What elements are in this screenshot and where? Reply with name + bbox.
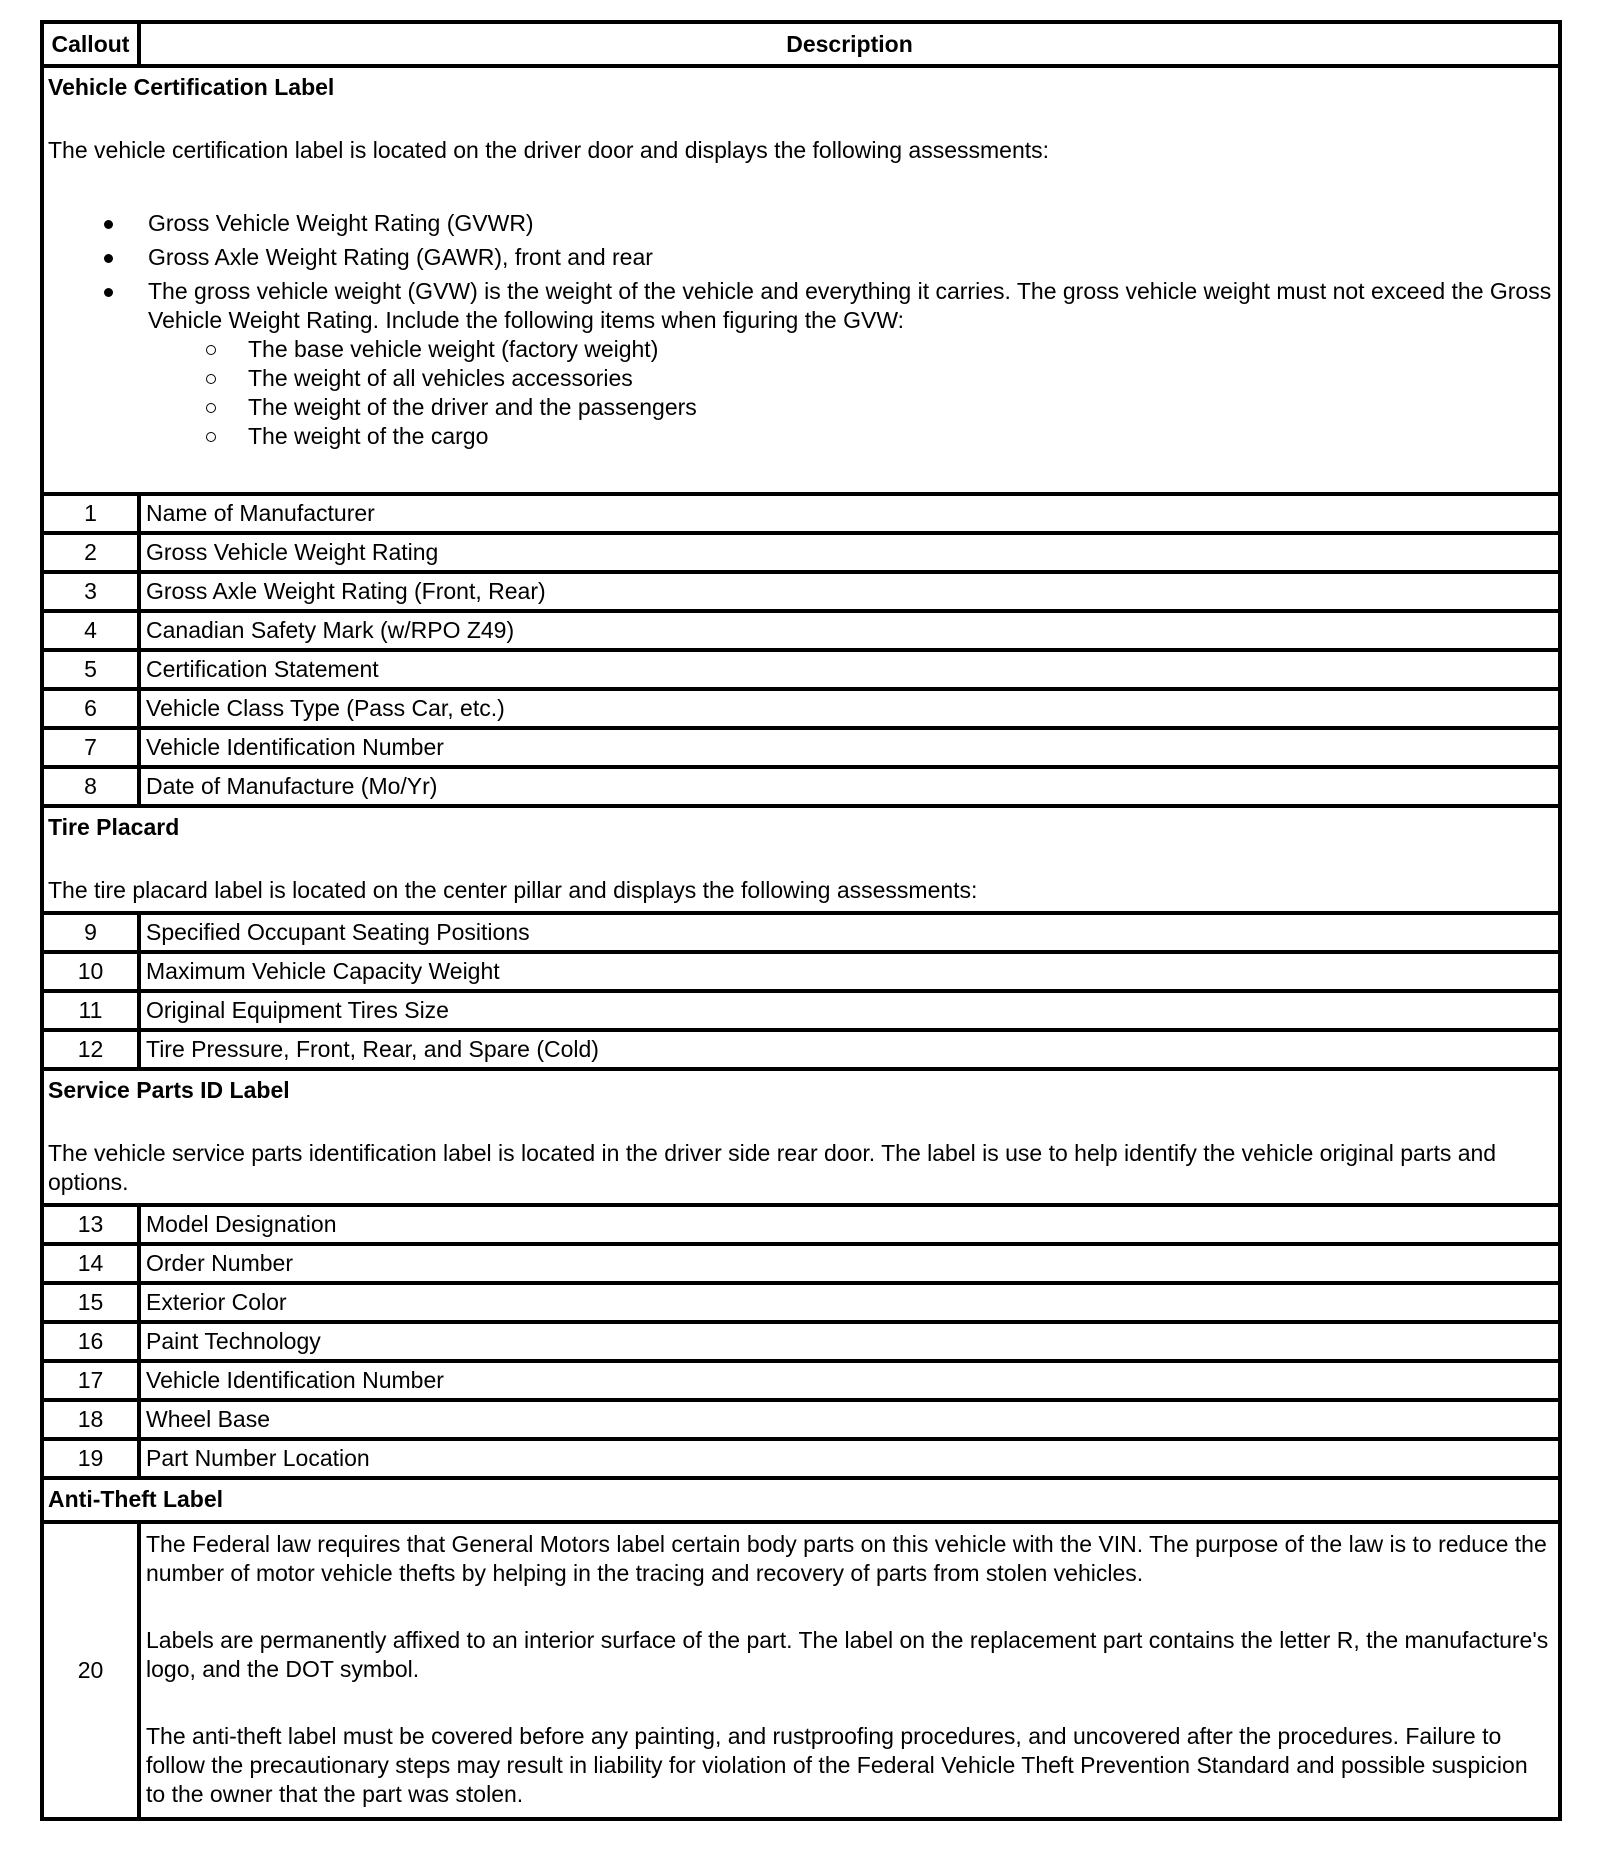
callout-description: Part Number Location xyxy=(139,1439,1560,1478)
table-row xyxy=(42,1400,1560,1439)
table-row xyxy=(42,1030,1560,1069)
callout-number: 17 xyxy=(42,1361,139,1400)
callout-description: Specified Occupant Seating Positions xyxy=(139,913,1560,952)
callout-number: 2 xyxy=(42,533,139,572)
callout-description: Canadian Safety Mark (w/RPO Z49) xyxy=(139,611,1560,650)
header-row xyxy=(42,22,1560,66)
callout-description: Vehicle Identification Number xyxy=(139,728,1560,767)
callout-description: Vehicle Identification Number xyxy=(139,1361,1560,1400)
tire-placard-title: Tire Placard xyxy=(48,814,180,840)
vehicle-cert-title: Vehicle Certification Label xyxy=(48,74,335,100)
table-row xyxy=(42,1439,1560,1478)
sub-bullet-text: The weight of the driver and the passengers xyxy=(248,394,697,420)
vehicle-cert-section xyxy=(42,66,1560,494)
sub-bullet-text: The weight of all vehicles accessories xyxy=(248,365,633,391)
callout-description: Exterior Color xyxy=(139,1283,1560,1322)
hollow-bullet-icon xyxy=(206,345,216,355)
bullet-item xyxy=(48,243,1554,272)
table-row xyxy=(42,913,1560,952)
sub-bullet-item xyxy=(148,364,1554,393)
callout-number: 6 xyxy=(42,689,139,728)
callout-column-header: Callout xyxy=(42,22,139,66)
callout-description: Tire Pressure, Front, Rear, and Spare (Cold) xyxy=(139,1030,1560,1069)
callout-number: 7 xyxy=(42,728,139,767)
callout-description: Original Equipment Tires Size xyxy=(139,991,1560,1030)
callout-description: Gross Vehicle Weight Rating xyxy=(139,533,1560,572)
callout-number: 3 xyxy=(42,572,139,611)
anti-theft-title: Anti-Theft Label xyxy=(48,1486,224,1512)
callout-number: 13 xyxy=(42,1205,139,1244)
table-row xyxy=(42,952,1560,991)
callout-description: Model Designation xyxy=(139,1205,1560,1244)
anti-theft-paragraph: Labels are permanently affixed to an interior surface of the part. The label on the replacement part contains the letter R, the manufacture's logo, and the DOT symbol. xyxy=(146,1627,1549,1682)
callout-description: Wheel Base xyxy=(139,1400,1560,1439)
callout-number: 4 xyxy=(42,611,139,650)
table-row xyxy=(42,1283,1560,1322)
sub-bullet-text: The weight of the cargo xyxy=(248,423,489,449)
description-column-header: Description xyxy=(139,22,1560,66)
tire-placard-intro: The tire placard label is located on the center pillar and displays the following assessments: xyxy=(48,877,978,903)
table-row xyxy=(42,611,1560,650)
callout-number: 12 xyxy=(42,1030,139,1069)
sub-bullet-item xyxy=(148,422,1554,451)
anti-theft-paragraph: The anti-theft label must be covered before any painting, and rustproofing procedures, and uncovered after the procedures. Failure to follow the precautionary steps may result in liability for violation of the Federal Vehicle Theft Prevention Standard and possible suspicion to the owner that the part was stolen. xyxy=(146,1723,1528,1807)
service-parts-intro: The vehicle service parts identification label is located in the driver side rear door. The label is use to help identify the vehicle original parts and options. xyxy=(48,1140,1497,1195)
vehicle-cert-section-row xyxy=(42,66,1560,494)
callout-description: Gross Axle Weight Rating (Front, Rear) xyxy=(139,572,1560,611)
vehicle-cert-intro: The vehicle certification label is located on the driver door and displays the following assessments: xyxy=(48,137,1050,163)
tire-placard-section xyxy=(42,806,1560,913)
callout-description: Name of Manufacturer xyxy=(139,494,1560,533)
callout-table-page xyxy=(40,20,1562,1821)
vehicle-cert-bullet-list xyxy=(48,209,1554,451)
callout-number: 11 xyxy=(42,991,139,1030)
hollow-bullet-icon xyxy=(206,432,216,442)
bullet-text: The gross vehicle weight (GVW) is the weight of the vehicle and everything it carries. The gross vehicle weight must not exceed the Gross Vehicle Weight Rating. Include the following items when figuring the GVW: xyxy=(148,278,1552,333)
anti-theft-section xyxy=(42,1478,1560,1522)
bullet-text: Gross Vehicle Weight Rating (GVWR) xyxy=(148,210,534,236)
anti-theft-row xyxy=(42,1522,1560,1819)
bullet-icon xyxy=(104,288,113,297)
callout-number: 16 xyxy=(42,1322,139,1361)
table-row xyxy=(42,650,1560,689)
service-parts-section xyxy=(42,1069,1560,1205)
anti-theft-description xyxy=(139,1522,1560,1819)
callout-number: 14 xyxy=(42,1244,139,1283)
callout-table xyxy=(40,20,1562,1821)
table-row xyxy=(42,728,1560,767)
hollow-bullet-icon xyxy=(206,403,216,413)
anti-theft-section-row xyxy=(42,1478,1560,1522)
service-parts-section-row xyxy=(42,1069,1560,1205)
table-row xyxy=(42,572,1560,611)
callout-number: 1 xyxy=(42,494,139,533)
bullet-item xyxy=(48,277,1554,451)
callout-description: Certification Statement xyxy=(139,650,1560,689)
bullet-icon xyxy=(104,220,113,229)
sub-bullet-item xyxy=(148,335,1554,364)
sub-bullet-item xyxy=(148,393,1554,422)
service-parts-title: Service Parts ID Label xyxy=(48,1077,290,1103)
callout-number: 5 xyxy=(42,650,139,689)
callout-description: Order Number xyxy=(139,1244,1560,1283)
bullet-item xyxy=(48,209,1554,238)
table-row xyxy=(42,1205,1560,1244)
bullet-text: Gross Axle Weight Rating (GAWR), front and rear xyxy=(148,244,653,270)
callout-description: Vehicle Class Type (Pass Car, etc.) xyxy=(139,689,1560,728)
hollow-bullet-icon xyxy=(206,374,216,384)
callout-number: 15 xyxy=(42,1283,139,1322)
callout-number: 20 xyxy=(42,1522,139,1819)
sub-bullet-text: The base vehicle weight (factory weight) xyxy=(248,336,659,362)
table-row xyxy=(42,689,1560,728)
callout-number: 9 xyxy=(42,913,139,952)
gvw-sub-list xyxy=(148,335,1554,451)
callout-description: Paint Technology xyxy=(139,1322,1560,1361)
callout-number: 8 xyxy=(42,767,139,806)
callout-number: 19 xyxy=(42,1439,139,1478)
callout-description: Maximum Vehicle Capacity Weight xyxy=(139,952,1560,991)
anti-theft-paragraph: The Federal law requires that General Motors label certain body parts on this vehicle with the VIN. The purpose of the law is to reduce the number of motor vehicle thefts by helping in the tracing and recovery of parts from stolen vehicles. xyxy=(146,1531,1547,1586)
table-row xyxy=(42,533,1560,572)
table-row xyxy=(42,991,1560,1030)
tire-placard-section-row xyxy=(42,806,1560,913)
table-row xyxy=(42,767,1560,806)
table-row xyxy=(42,1244,1560,1283)
table-row xyxy=(42,1361,1560,1400)
table-row xyxy=(42,494,1560,533)
callout-number: 18 xyxy=(42,1400,139,1439)
callout-number: 10 xyxy=(42,952,139,991)
callout-description: Date of Manufacture (Mo/Yr) xyxy=(139,767,1560,806)
table-row xyxy=(42,1322,1560,1361)
bullet-icon xyxy=(104,254,113,263)
